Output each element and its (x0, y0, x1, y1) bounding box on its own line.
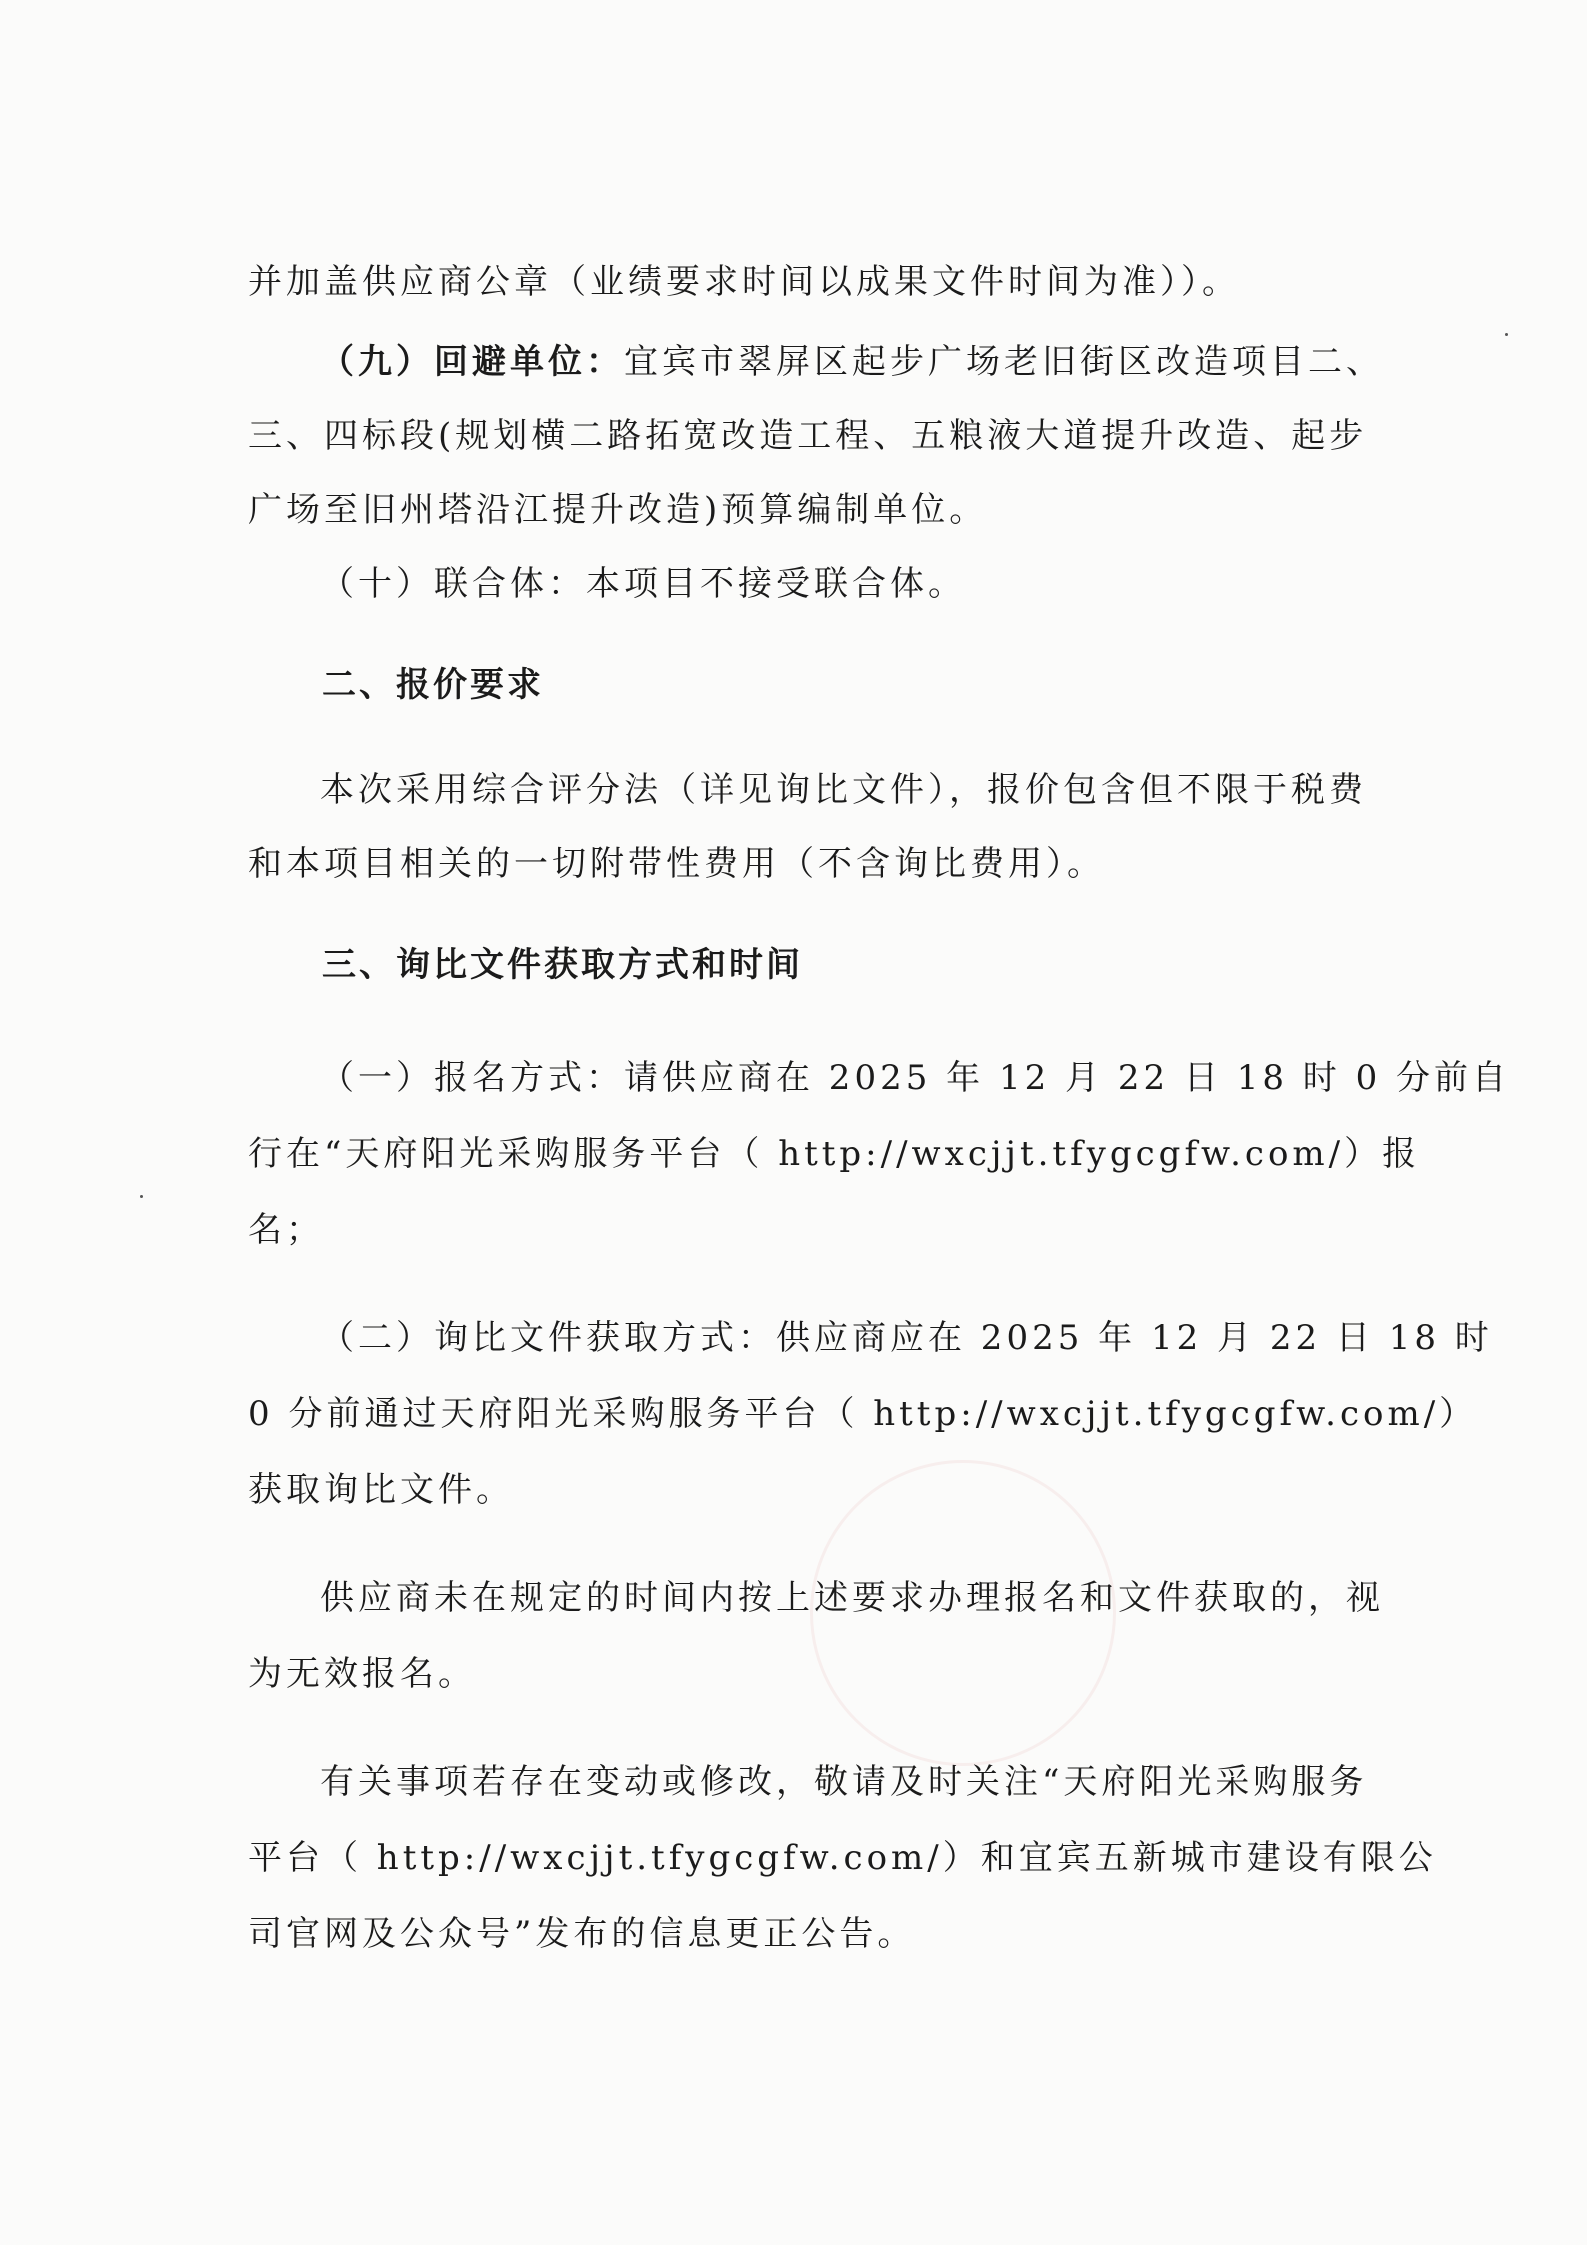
paragraph-line: 广场至旧州塔沿江提升改造)预算编制单位。 (248, 490, 988, 530)
paragraph-line: 供应商未在规定的时间内按上述要求办理报名和文件获取的，视 (320, 1578, 1384, 1618)
paragraph-text: 宜宾市翠屏区起步广场老旧街区改造项目二、 (624, 342, 1384, 382)
section-heading-document-acquisition: 三、询比文件获取方式和时间 (322, 945, 803, 985)
paragraph-line: 平台（ http://wxcjjt.tfygcgfw.com/）和宜宾五新城市建设有限公 (248, 1838, 1437, 1878)
section-label-avoidance-unit: （九）回避单位： (320, 342, 624, 382)
paragraph-line: 为无效报名。 (248, 1654, 476, 1694)
scan-speck (140, 1195, 143, 1198)
paragraph-line: 和本项目相关的一切附带性费用（不含询比费用）。 (248, 844, 1105, 884)
paragraph-line: 名； (248, 1210, 324, 1250)
paragraph-line: 0 分前通过天府阳光采购服务平台（ http://wxcjjt.tfygcgfw.com/） (248, 1394, 1478, 1434)
paragraph-line: 有关事项若存在变动或修改，敬请及时关注“天府阳光采购服务 (320, 1762, 1368, 1802)
paragraph-line: 本次采用综合评分法（详见询比文件），报价包含但不限于税费 (320, 770, 1367, 810)
paragraph-line: 司官网及公众号”发布的信息更正公告。 (248, 1914, 916, 1954)
paragraph-line (320, 342, 1384, 382)
paragraph-line: （十）联合体：本项目不接受联合体。 (320, 564, 966, 604)
paragraph-line: 获取询比文件。 (248, 1470, 514, 1510)
paragraph-line: （二）询比文件获取方式：供应商应在 2025 年 12 月 22 日 18 时 (320, 1318, 1493, 1358)
paragraph-line: （一）报名方式：请供应商在 2025 年 12 月 22 日 18 时 0 分前自 (320, 1058, 1511, 1098)
scan-speck (1505, 333, 1508, 336)
section-heading-quote-requirements: 二、报价要求 (322, 665, 544, 705)
paragraph-line: 三、四标段(规划横二路拓宽改造工程、五粮液大道提升改造、起步 (248, 416, 1368, 456)
paragraph-line: 行在“天府阳光采购服务平台（ http://wxcjjt.tfygcgfw.com/）报 (248, 1134, 1421, 1174)
paragraph-line: 并加盖供应商公章（业绩要求时间以成果文件时间为准））。 (248, 262, 1240, 302)
